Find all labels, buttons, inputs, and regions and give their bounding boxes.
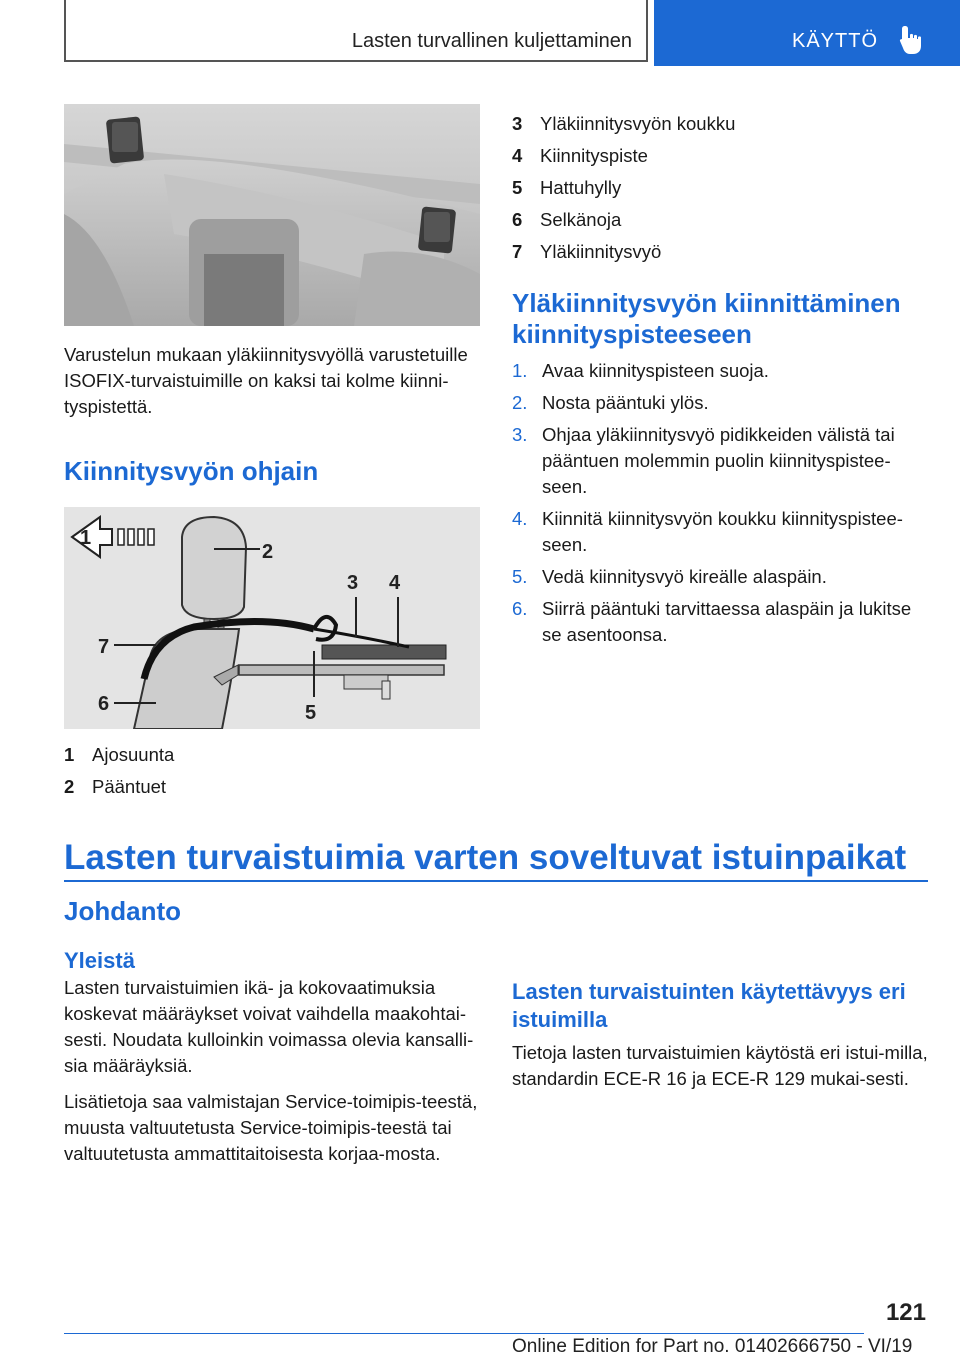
attach-steps-list xyxy=(512,358,928,648)
legend-item: 2 Pääntuet xyxy=(64,776,167,797)
left-column xyxy=(64,104,480,803)
usability-column xyxy=(512,978,928,1092)
section-title: Lasten turvallinen kuljettaminen xyxy=(351,30,632,52)
diagram-label-4: 4 xyxy=(389,572,401,594)
step-item: 2. Nosta pääntuki ylös. xyxy=(512,392,709,413)
step-item: 6. Siirrä pääntuki tarvittaessa alaspäin ja lukitse se asentoonsa. xyxy=(512,598,912,645)
usability-paragraph: Tietoja lasten turvaistuimien käytöstä eri istui-milla, standardin ECE-R 16 ja ECE-R 129 mukai-sesti. xyxy=(512,1042,928,1089)
step-item: 4. Kiinnitä kiinnitysvyön koukku kiinnityspistee-seen. xyxy=(512,508,903,555)
section-heading-tether-guide: Kiinnitysvyön ohjain xyxy=(64,456,319,486)
diagram-label-3: 3 xyxy=(347,572,359,594)
right-column xyxy=(512,104,928,654)
legend-item: 6 Selkänoja xyxy=(512,209,622,230)
diagram-label-2: 2 xyxy=(262,541,274,563)
tether-guide-diagram xyxy=(64,507,480,729)
edition-footer: Online Edition for Part no. 01402666750 - VI/19 xyxy=(512,1336,913,1357)
legend-item: 4 Kiinnityspiste xyxy=(512,145,648,166)
isofix-anchor-photo xyxy=(64,104,480,326)
usability-heading: Lasten turvaistuinten käytettävyys eri istuimilla xyxy=(512,979,906,1032)
diagram-label-5: 5 xyxy=(305,702,317,724)
pointing-hand-icon xyxy=(898,24,928,56)
intro-heading: Johdanto xyxy=(64,896,181,926)
page-header xyxy=(0,0,960,66)
intro-column xyxy=(64,896,480,1167)
page-number: 121 xyxy=(885,1299,926,1326)
diagram-label-7: 7 xyxy=(98,636,110,658)
legend-item: 5 Hattuhylly xyxy=(512,177,622,198)
diagram-label-1: 1 xyxy=(80,527,92,549)
step-item: 1. Avaa kiinnityspisteen suoja. xyxy=(512,360,769,381)
step-item: 3. Ohjaa yläkiinnitysvyö pidikkeiden välistä tai pääntuen molemmin puolin kiinnityspistee-seen. xyxy=(512,424,895,497)
legend-list-left xyxy=(64,739,480,803)
section-title-box xyxy=(64,0,648,62)
chapter-tab[interactable] xyxy=(654,0,960,66)
chapter-tab-label: KÄYTTÖ xyxy=(792,30,879,52)
legend-list-right xyxy=(512,108,928,268)
intro-paragraph-1: Lasten turvaistuimien ikä- ja kokovaatimuksia koskevat määräykset voivat vaihdella maakohtai-sesti. Noudata kulloinkin voimassa olevia kansalli-sia määräyksiä. xyxy=(64,977,474,1076)
legend-item: 3 Yläkiinnitysvyön koukku xyxy=(512,113,736,134)
legend-item: 7 Yläkiinnitysvyö xyxy=(512,241,662,262)
step-item: 5. Vedä kiinnitysvyö kireälle alaspäin. xyxy=(512,566,827,587)
section-heading-attach-tether: Yläkiinnitysvyön kiinnittäminen kiinnityspisteeseen xyxy=(512,288,901,349)
main-section-title: Lasten turvaistuimia varten soveltuvat istuinpaikat xyxy=(64,838,928,882)
footer-divider xyxy=(64,1333,864,1334)
intro-paragraph-2: Lisätietoja saa valmistajan Service-toimipis-teestä, muusta valtuutetusta Service-toimipis-teestä tai valtuutetusta ammattitaitoisesta korjaa-mosta. xyxy=(64,1091,478,1164)
general-subheading: Yleistä xyxy=(64,948,135,973)
diagram-label-6: 6 xyxy=(98,693,110,715)
legend-item: 1 Ajosuunta xyxy=(64,744,175,765)
photo-caption: Varustelun mukaan yläkiinnitysvyöllä varustetuille ISOFIX-turvaistuimille on kaksi tai kolme kiinni-tyspistettä. xyxy=(64,344,468,417)
